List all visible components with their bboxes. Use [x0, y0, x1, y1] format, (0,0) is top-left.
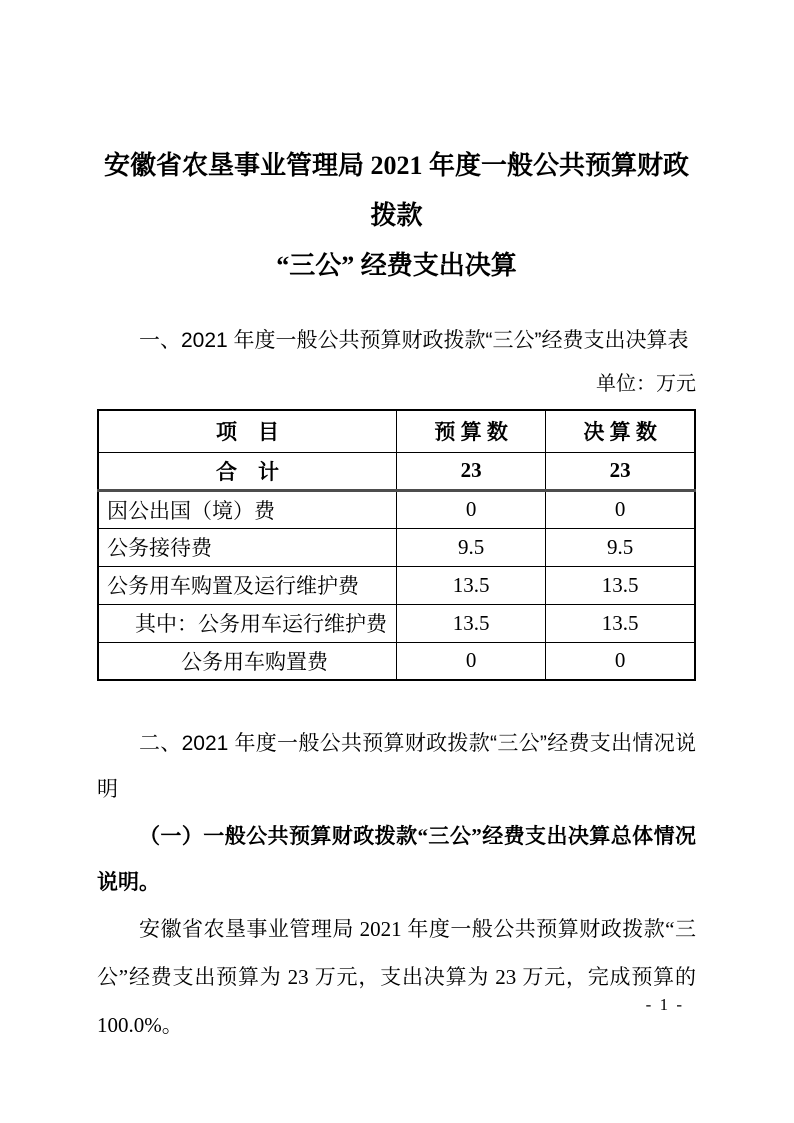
cell-budget: 9.5: [397, 528, 546, 566]
cell-budget: 23: [397, 452, 546, 490]
table-row-vehicle-purchase: [98, 642, 695, 680]
document-title: [97, 141, 696, 291]
section2-heading: 二、2021 年度一般公共预算财政拨款“三公”经费支出情况说明: [97, 732, 696, 801]
cell-final: 13.5: [546, 604, 695, 642]
table-row-abroad: [98, 490, 695, 528]
cell-final: 13.5: [546, 566, 695, 604]
header-budget: 预 算 数: [397, 410, 546, 452]
table-row-reception: [98, 528, 695, 566]
cell-final: 23: [546, 452, 695, 490]
cell-budget: 0: [397, 642, 546, 680]
cell-item: 其中：公务用车运行维护费: [98, 604, 397, 642]
table-header-row: [98, 410, 695, 452]
cell-final: 0: [546, 642, 695, 680]
section2-paragraph: 安徽省农垦事业管理局 2021 年度一般公共预算财政拨款“三公”经费支出预算为 23 万元，支出决算为 23 万元，完成预算的 100.0%。: [97, 917, 696, 1037]
header-final: 决 算 数: [546, 410, 695, 452]
header-item: 项 目: [98, 410, 397, 452]
three-public-expense-table: [97, 409, 696, 681]
cell-item: 因公出国（境）费: [98, 490, 397, 528]
cell-budget: 0: [397, 490, 546, 528]
table-row-vehicle-operation: [98, 604, 695, 642]
cell-final: 9.5: [546, 528, 695, 566]
title-line-2: “三公” 经费支出决算: [276, 251, 517, 280]
page-number: - 1 -: [645, 995, 684, 1014]
section1-heading: 一、2021 年度一般公共预算财政拨款“三公”经费支出决算表: [139, 329, 689, 352]
cell-final: 0: [546, 490, 695, 528]
table-row-vehicle-total: [98, 566, 695, 604]
title-line-1: 安徽省农垦事业管理局 2021 年度一般公共预算财政拨款: [103, 151, 689, 230]
cell-item: 合 计: [98, 452, 397, 490]
cell-budget: 13.5: [397, 566, 546, 604]
unit-label: 单位：万元: [596, 373, 696, 395]
cell-item: 公务用车购置费: [98, 642, 397, 680]
cell-item: 公务用车购置及运行维护费: [98, 566, 397, 604]
cell-item: 公务接待费: [98, 528, 397, 566]
cell-budget: 13.5: [397, 604, 546, 642]
table-row-total: [98, 452, 695, 490]
section2-sub-heading: （一）一般公共预算财政拨款“三公”经费支出决算总体情况说明。: [97, 824, 696, 894]
